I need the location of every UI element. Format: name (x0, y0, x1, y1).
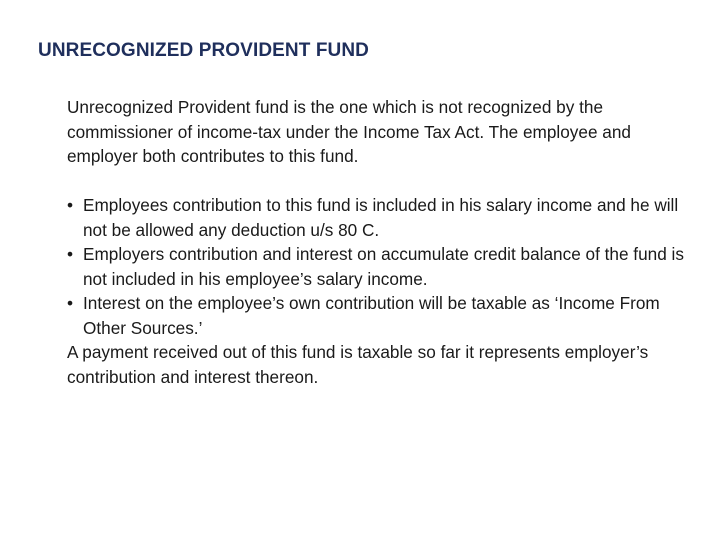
intro-paragraph: Unrecognized Provident fund is the one which is not recognized by the commissioner of income-tax under the Income Tax Act. The employee and employer both contributes to this fund. (67, 97, 631, 166)
bullet-list (67, 193, 697, 340)
slide-title: UNRECOGNIZED PROVIDENT FUND (38, 40, 369, 61)
slide-body (67, 95, 697, 389)
bullet-item-contribution: • Employees contribution to this fund is included in his salary income and he will not be allowed any deduction u/s 80 C. (67, 193, 697, 242)
closing-paragraph: A payment received out of this fund is taxable so far it represents employer’s contribution and interest thereon. (67, 342, 649, 387)
bullet-item-employer-contribution: • Employers contribution and interest on accumulate credit balance of the fund is not included in his employee’s salary income. (67, 242, 697, 291)
bullet-item-interest: • Interest on the employee’s own contribution will be taxable as ‘Income From Other Sources.’ (67, 291, 697, 340)
